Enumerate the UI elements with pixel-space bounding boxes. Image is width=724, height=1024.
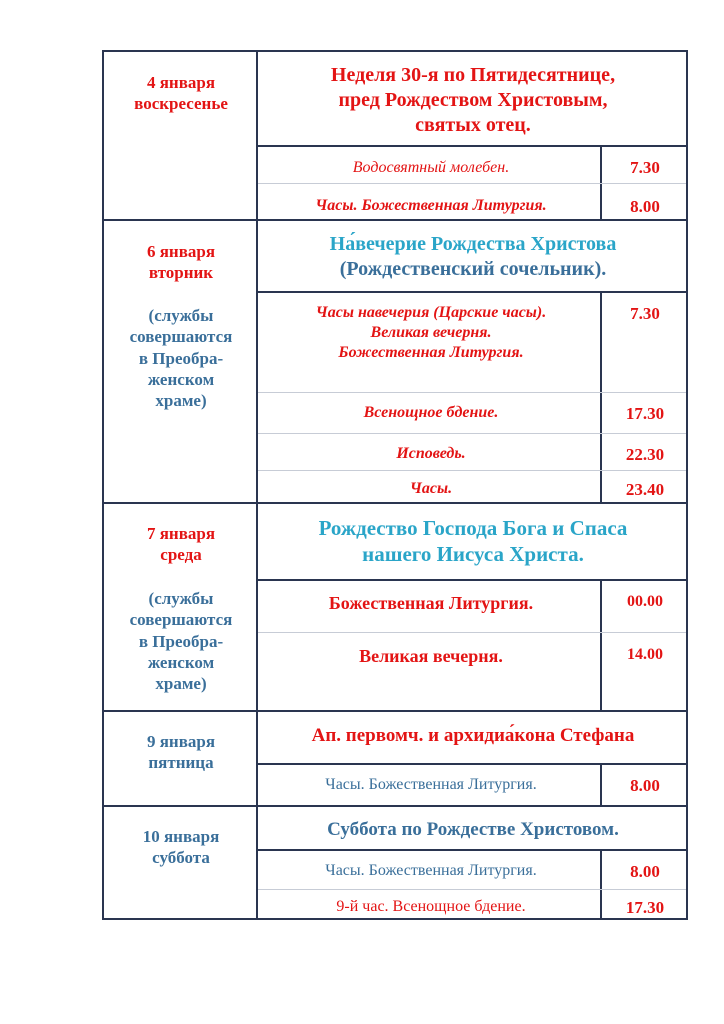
service-name: Часы.	[409, 480, 453, 497]
day-date: 9 января пятница	[146, 732, 216, 773]
service-time: 7.30	[630, 158, 660, 177]
service-time: 8.00	[630, 197, 660, 216]
service-time: 22.30	[625, 445, 665, 464]
hline	[256, 145, 688, 147]
hline	[256, 579, 688, 581]
service-name: Великая вечерня.	[359, 646, 503, 666]
thin-sep	[258, 470, 686, 471]
hline	[102, 710, 688, 712]
day-title: На́вечерие Рождества Христова (Рождественский сочельник).	[329, 233, 617, 280]
service-time: 8.00	[630, 862, 660, 881]
day-date: 10 января суббота	[142, 827, 220, 868]
service-name: Исповедь.	[396, 445, 466, 462]
service-name: Часы. Божественная Литургия.	[315, 197, 547, 214]
hline	[102, 219, 688, 221]
service-name: Часы. Божественная Литургия.	[325, 776, 537, 793]
day-title: Рождество Господа Бога и Спаса нашего Иисуса Христа.	[318, 516, 628, 567]
service-name: Часы навечерия (Царские часы). Великая вечерня. Божественная Литургия.	[315, 304, 547, 361]
service-name: Всенощное бдение.	[363, 404, 499, 421]
thin-sep	[258, 392, 686, 393]
day-title: Суббота по Рождестве Христовом.	[327, 819, 619, 840]
border-left	[102, 50, 104, 920]
service-time: 00.00	[627, 593, 663, 610]
border-bottom	[102, 918, 688, 920]
thin-sep	[258, 632, 686, 633]
day-date: 4 января воскресенье	[134, 73, 228, 114]
border-top	[102, 50, 688, 52]
day-title: Ап. первомч. и архидиа́кона Стефана	[311, 725, 635, 746]
thin-sep	[258, 183, 686, 184]
day-title: Неделя 30-я по Пятидесятнице, пред Рождеством Христовым, святых отец.	[330, 64, 616, 136]
service-name: Божественная Литургия.	[328, 593, 534, 613]
service-time: 14.00	[627, 646, 663, 663]
day-date: 7 января среда	[146, 524, 216, 565]
service-time: 17.30	[625, 404, 665, 423]
service-time: 17.30	[625, 898, 665, 917]
hline	[256, 291, 688, 293]
border-right	[686, 50, 688, 920]
thin-sep	[258, 433, 686, 434]
hline	[256, 763, 688, 765]
service-name: Часы. Божественная Литургия.	[325, 862, 537, 879]
service-name: 9-й час. Всенощное бдение.	[336, 898, 526, 915]
hline	[256, 849, 688, 851]
hline	[102, 502, 688, 504]
service-time: 8.00	[630, 776, 660, 795]
border-mid	[256, 50, 258, 920]
service-time: 7.30	[630, 304, 660, 323]
thin-sep	[258, 889, 686, 890]
day-date: 6 января вторник	[146, 242, 216, 283]
day-note: (службы совершаются в Преобра- женском храме)	[129, 306, 233, 410]
day-note: (службы совершаются в Преобра- женском храме)	[129, 589, 233, 693]
service-time: 23.40	[625, 480, 665, 499]
hline	[102, 805, 688, 807]
service-name: Водосвятный молебен.	[352, 159, 510, 176]
